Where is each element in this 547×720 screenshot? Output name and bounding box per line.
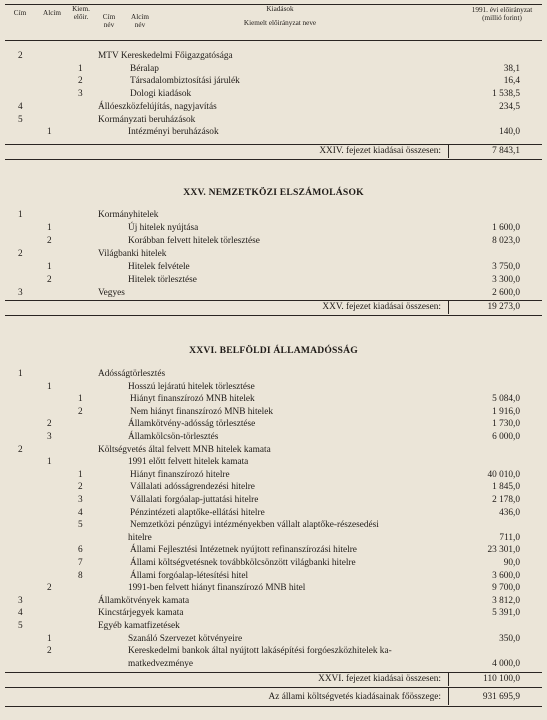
table-row (0, 210, 547, 221)
row-name: Egyéb kamatfizetések (98, 621, 180, 631)
row-value: 6 000,0 (492, 432, 520, 442)
table-row (0, 457, 547, 468)
row-cim: 3 (18, 595, 23, 606)
header-alcim-nev: Alcím név (131, 13, 149, 30)
row-value: 3 812,0 (492, 595, 520, 606)
row-name: Új hitelek nyújtása (128, 223, 199, 233)
table-row (0, 432, 547, 443)
table-row (0, 262, 547, 273)
section-xxiv-total-value: 7 843,1 (492, 146, 520, 156)
section-xxv-total-value: 19 273,0 (487, 302, 520, 312)
row-name: Korábban felvett hitelek törlesztése (128, 236, 260, 246)
row-alcim: 2 (47, 583, 52, 594)
table-row (0, 288, 547, 299)
row-name: Hosszú lejáratú hitelek törlesztése (128, 381, 255, 392)
table-row (0, 394, 547, 405)
table-row (0, 583, 547, 594)
row-cim: 1 (18, 369, 23, 379)
table-row (0, 508, 547, 519)
table-row (0, 236, 547, 247)
row-kiem: 1 (78, 469, 83, 480)
row-name: Állami költségvetésnek továbbkölcsönzött világbanki hitelre (130, 558, 356, 568)
table-row (0, 520, 547, 531)
row-value: 8 023,0 (492, 236, 520, 246)
section-xxvi-total-label: XXVI. fejezet kiadásai összesen: (318, 674, 441, 684)
grand-total-divider (448, 687, 449, 705)
row-name: Állami forgóalap-létesítési hitel (130, 570, 249, 581)
row-cim: 2 (18, 249, 23, 259)
header-kiemelt: Kiemelt előirányzat neve (243, 19, 317, 27)
bottom-rule (5, 706, 542, 707)
row-name: MTV Kereskedelmi Főigazgatósága (98, 51, 233, 61)
header-cim: Cím (13, 9, 27, 17)
row-name: Világbanki hitelek (98, 249, 167, 259)
row-name: Államkötvények kamata (98, 595, 190, 606)
row-kiem: 2 (78, 482, 83, 493)
total-bottom-rule (5, 687, 542, 688)
header-year-col: 1991. évi előirányzat (millió forint) (471, 6, 533, 23)
row-name: Hiányt finanszírozó hitelre (130, 469, 230, 480)
row-cim: 4 (18, 101, 23, 112)
row-name: 1991 előtt felvett hitelek kamata (128, 457, 249, 468)
row-alcim: 1 (47, 381, 52, 392)
table-row (0, 533, 547, 544)
row-alcim: 2 (47, 275, 52, 285)
row-cim: 4 (18, 608, 23, 619)
row-value: 1 845,0 (492, 482, 520, 493)
total-divider (448, 144, 449, 158)
total-bottom-rule (5, 315, 542, 316)
row-value: 23 301,0 (487, 545, 520, 556)
table-row (0, 223, 547, 234)
row-name: Nem hiányt finanszírozó MNB hitelek (130, 406, 274, 417)
row-value: 2 178,0 (492, 495, 520, 505)
row-name: Vegyes (98, 288, 125, 298)
row-value: 40 010,0 (487, 469, 520, 480)
section-xxiv-total-label: XXIV. fejezet kiadásai összesen: (319, 146, 441, 156)
row-value: 3 300,0 (492, 275, 520, 285)
total-rule (5, 300, 542, 301)
row-name: Államkötvény-adósság törlesztése (128, 419, 256, 430)
table-row (0, 407, 547, 418)
row-cim: 1 (18, 210, 23, 220)
row-alcim: 2 (47, 646, 52, 657)
row-value: 5 084,0 (492, 394, 520, 405)
table-row (0, 495, 547, 506)
row-name: Vállalati adósságrendezési hitelre (130, 482, 255, 493)
row-name: Szanáló Szervezet kötvényeire (128, 633, 243, 644)
table-row (0, 445, 547, 456)
table-row (0, 545, 547, 556)
table-row (0, 470, 547, 481)
row-kiem: 7 (78, 558, 83, 568)
row-alcim: 2 (47, 236, 52, 246)
row-value: 711,0 (499, 532, 520, 543)
row-kiem: 4 (78, 507, 83, 518)
table-row (0, 659, 547, 670)
header-alcim: Alcím (43, 9, 61, 17)
section-xxvi-title: XXVI. BELFÖLDI ÁLLAMADÓSSÁG (189, 345, 358, 356)
table-row (0, 382, 547, 393)
table-row (0, 275, 547, 286)
row-value: 1 730,0 (492, 419, 520, 430)
table-row (0, 89, 547, 100)
total-divider (448, 300, 449, 314)
table-row (0, 558, 547, 569)
table-row (0, 608, 547, 619)
row-name: Kormányhitelek (98, 210, 159, 220)
row-name: Dologi kiadások (130, 89, 192, 100)
row-name: Állami Fejlesztési Intézetnek nyújtott refinanszírozási hitelre (130, 545, 357, 556)
row-cim: 5 (18, 114, 23, 125)
row-name: Hiányt finanszírozó MNB hitelek (130, 394, 255, 405)
header-bottom-rule (5, 40, 542, 41)
table-row (0, 482, 547, 493)
row-value: 38,1 (503, 63, 520, 74)
row-name: Béralap (130, 63, 159, 74)
table-row (0, 127, 547, 138)
row-name: Költségvetés által felvett MNB hitelek kamata (98, 444, 271, 455)
header-kiadasok: Kiadások (266, 5, 294, 13)
row-cim: 2 (18, 51, 23, 61)
row-value: 2 600,0 (492, 288, 520, 298)
table-row (0, 369, 547, 380)
row-name: Hitelek törlesztése (128, 275, 197, 285)
row-name: Kereskedelmi bankok által nyújtott lakásépítési forgóeszközhitelek ka- (128, 646, 392, 657)
row-name: 1991-ben felvett hiányt finanszírozó MNB hitel (128, 583, 306, 594)
row-kiem: 1 (78, 394, 83, 405)
row-value: 5 391,0 (492, 608, 520, 619)
row-value: 1 538,5 (492, 89, 520, 100)
row-name: Államkölcsön-törlesztés (128, 432, 219, 442)
row-value: 4 000,0 (492, 658, 520, 669)
total-rule (5, 672, 542, 673)
row-value: 350,0 (499, 633, 520, 644)
row-value: 234,5 (499, 101, 520, 112)
row-kiem: 2 (78, 406, 83, 417)
total-rule (5, 144, 542, 145)
row-kiem: 2 (78, 76, 83, 87)
row-value: 9 700,0 (492, 583, 520, 594)
row-alcim: 1 (47, 633, 52, 644)
section-xxv-total-label: XXV. fejezet kiadásai összesen: (322, 302, 441, 312)
row-alcim: 3 (47, 432, 52, 442)
table-row (0, 249, 547, 260)
row-value: 3 750,0 (492, 262, 520, 272)
row-alcim: 1 (47, 127, 52, 138)
row-name: Adósságtörlesztés (98, 369, 166, 379)
table-row (0, 76, 547, 87)
grand-total-value: 931 695,9 (482, 692, 520, 702)
row-name: Intézményi beruházások (128, 127, 219, 138)
table-row (0, 571, 547, 582)
table-row (0, 634, 547, 645)
row-kiem: 3 (78, 495, 83, 505)
row-cim: 2 (18, 444, 23, 455)
row-value: 436,0 (499, 507, 520, 518)
section-xxv-title: XXV. NEMZETKÖZI ELSZÁMOLÁSOK (183, 187, 364, 198)
row-alcim: 1 (47, 262, 52, 272)
row-name: Állóeszközfelújítás, nagyjavítás (98, 101, 217, 112)
table-row (0, 646, 547, 657)
header-cim-nev: Cím név (102, 13, 116, 30)
row-value: 1 916,0 (492, 406, 520, 417)
row-name: Társadalombiztosítási járulék (130, 76, 240, 87)
total-bottom-rule (5, 159, 542, 160)
table-row (0, 621, 547, 632)
row-value: 90,0 (503, 558, 520, 568)
row-name: Kormányzati beruházások (98, 114, 196, 125)
total-divider (448, 672, 449, 686)
row-value: 1 600,0 (492, 223, 520, 233)
table-row (0, 64, 547, 75)
section-xxvi-total-value: 110 100,0 (483, 674, 520, 684)
row-cim: 5 (18, 621, 23, 631)
row-name: Vállalati forgóalap-juttatási hitelre (130, 495, 259, 505)
row-kiem: 1 (78, 63, 83, 74)
row-alcim: 1 (47, 223, 52, 233)
row-value: 16,4 (503, 76, 520, 87)
grand-total-label: Az állami költségvetés kiadásainak főösszege: (268, 692, 441, 702)
row-alcim: 2 (47, 419, 52, 430)
row-kiem: 5 (78, 520, 83, 531)
table-row (0, 102, 547, 113)
row-name: matkedvezménye (128, 658, 194, 669)
row-kiem: 6 (78, 545, 83, 556)
row-name: Kincstárjegyek kamata (98, 608, 184, 619)
header-kiem-eloir: Kiem. előir. (72, 5, 90, 22)
table-row (0, 596, 547, 607)
table-row (0, 419, 547, 430)
row-cim: 3 (18, 288, 23, 298)
row-name: hitelre (128, 532, 152, 543)
row-name: Pénzintézeti alaptőke-ellátási hitelre (130, 507, 265, 518)
row-name: Nemzetközi pénzügyi intézményekben vállalt alaptőke-részesedési (130, 520, 379, 531)
row-name: Hitelek felvétele (128, 262, 190, 272)
row-kiem: 3 (78, 89, 83, 100)
row-value: 3 600,0 (492, 570, 520, 581)
row-value: 140,0 (499, 127, 520, 138)
table-row (0, 51, 547, 62)
row-kiem: 8 (78, 570, 83, 581)
row-alcim: 1 (47, 457, 52, 468)
table-row (0, 115, 547, 126)
